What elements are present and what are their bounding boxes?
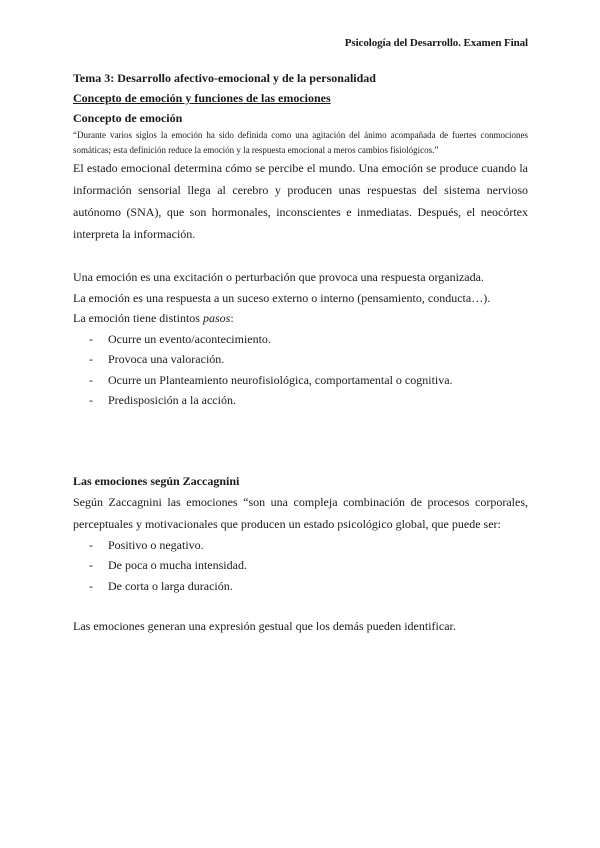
list-item-text: Ocurre un evento/acontecimiento. bbox=[108, 331, 271, 346]
list-item bbox=[73, 576, 528, 597]
dash-marker: - bbox=[89, 578, 93, 593]
steps-list bbox=[73, 329, 528, 411]
section-heading-zaccagnini: Las emociones según Zaccagnini bbox=[73, 473, 240, 488]
list-item-text: Provoca una valoración. bbox=[108, 352, 225, 366]
list-item bbox=[73, 329, 528, 350]
topic-title: Tema 3: Desarrollo afectivo-emocional y de la personalidad bbox=[73, 71, 376, 85]
list-item-text: Predisposición a la acción. bbox=[108, 393, 236, 407]
page-content bbox=[73, 68, 528, 637]
dash-marker: - bbox=[89, 537, 93, 552]
steps-intro-colon: : bbox=[230, 311, 234, 325]
spacer bbox=[73, 411, 528, 471]
list-item-text: Ocurre un Planteamiento neurofisiológica, comportamental o cognitiva. bbox=[108, 372, 453, 387]
list-item bbox=[73, 555, 528, 576]
steps-intro-text: La emoción tiene distintos bbox=[73, 311, 203, 325]
dash-marker: - bbox=[89, 558, 93, 572]
steps-intro bbox=[73, 308, 528, 329]
steps-intro-emphasis: pasos bbox=[202, 311, 231, 325]
definition-line-1: Una emoción es una excitación o perturbación que provoca una respuesta organizada. bbox=[73, 270, 484, 284]
subheading-concept: Concepto de emoción bbox=[73, 111, 183, 125]
quote-definition: “Durante varios siglos la emoción ha sido definida como una agitación del ánimo acompañada de fuertes conmociones somáticas; esta definición reduce la emoción y la respuesta emocional a meros cambios fisiológicos.” bbox=[73, 130, 528, 155]
paragraph-zaccagnini: Según Zaccagnini las emociones “son una compleja combinación de procesos corporales, perceptuales y motivacionales que producen un estado psicológico global, que puede ser: bbox=[73, 494, 528, 531]
list-item bbox=[73, 370, 528, 391]
spacer bbox=[73, 596, 528, 616]
spacer bbox=[73, 245, 528, 267]
section-heading-concept-functions: Concepto de emoción y funciones de las emociones bbox=[73, 91, 331, 105]
dash-marker: - bbox=[89, 393, 93, 407]
dash-marker: - bbox=[89, 331, 93, 346]
dash-marker: - bbox=[89, 372, 93, 387]
definition-line-2: La emoción es una respuesta a un suceso externo o interno (pensamiento, conducta…). bbox=[73, 290, 491, 305]
list-item bbox=[73, 535, 528, 556]
list-item bbox=[73, 390, 528, 411]
list-item-text: Positivo o negativo. bbox=[108, 537, 204, 552]
list-item bbox=[73, 349, 528, 370]
running-header: Psicología del Desarrollo. Examen Final bbox=[344, 37, 528, 49]
qualities-list bbox=[73, 535, 528, 597]
list-item-text: De poca o mucha intensidad. bbox=[108, 558, 247, 572]
paragraph-emotional-state: El estado emocional determina cómo se percibe el mundo. Una emoción se produce cuando la información sensorial llega al cerebro y producen unas respuestas del sistema nervioso autónomo (SNA), que son hormonales, inconscientes e inmediatas. Después, el neocórtex interpreta la información. bbox=[73, 161, 528, 241]
closing-line: Las emociones generan una expresión gestual que los demás pueden identificar. bbox=[73, 619, 456, 633]
list-item-text: De corta o larga duración. bbox=[108, 578, 233, 593]
dash-marker: - bbox=[89, 352, 93, 366]
